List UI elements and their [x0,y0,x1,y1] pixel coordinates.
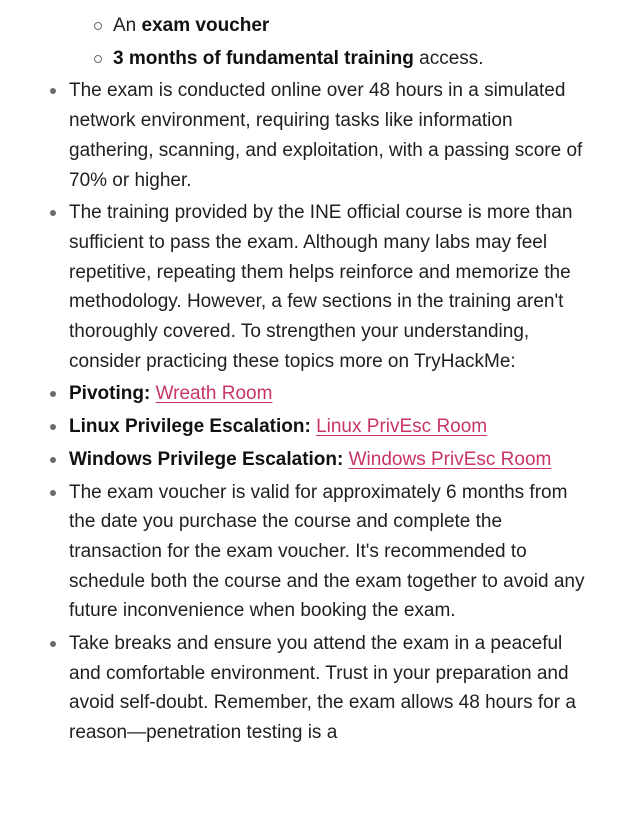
item-suffix: access. [413,47,484,69]
list-item-exam-voucher [0,11,629,41]
linux-privesc-room-link[interactable]: Linux PrivEsc Room [316,416,488,438]
list-item-breaks [0,629,629,748]
list-item-training [0,198,629,376]
item-label: Pivoting: [69,383,151,405]
item-bold: exam voucher [141,15,270,36]
list-item-voucher-validity [0,478,629,627]
item-label: Windows Privilege Escalation: [69,448,344,470]
item-text: The training provided by the INE official course is more than sufficient to pass the exam. Although many labs may feel repetitive, repeating them helps reinforce and memorize the methodology. However, a few sections in the training aren't thoroughly covered. To strengthen your understanding, consider practicing these topics more on TryHackMe: [69,202,573,372]
bullet-list [0,11,629,748]
item-text: Take breaks and ensure you attend the exam in a peaceful and comfortable environment. Trust in your preparation and avoid self-doubt. Remember, the exam allows 48 hours for a reason—penetration testing is a [69,633,576,744]
windows-privesc-room-link[interactable]: Windows PrivEsc Room [348,448,552,470]
item-prefix: An [113,15,142,36]
item-label: Linux Privilege Escalation: [69,416,311,438]
wreath-room-link[interactable]: Wreath Room [155,383,273,405]
item-text: The exam is conducted online over 48 hours in a simulated network environment, requiring tasks like information gathering, scanning, and exploitation, with a passing score of 70% or higher. [69,80,583,191]
list-item-training-access [0,44,629,74]
list-item-windows-privesc [0,445,629,475]
list-item-linux-privesc [0,412,629,442]
item-text: The exam voucher is valid for approximately 6 months from the date you purchase the course and complete the transaction for the exam voucher. It's recommended to schedule both the course and the exam together to avoid any future inconvenience when booking the exam. [69,481,585,622]
list-item-pivoting [0,379,629,409]
article-content [0,11,629,751]
list-item-exam-format [0,76,629,195]
item-bold: 3 months of fundamental training [113,47,414,69]
